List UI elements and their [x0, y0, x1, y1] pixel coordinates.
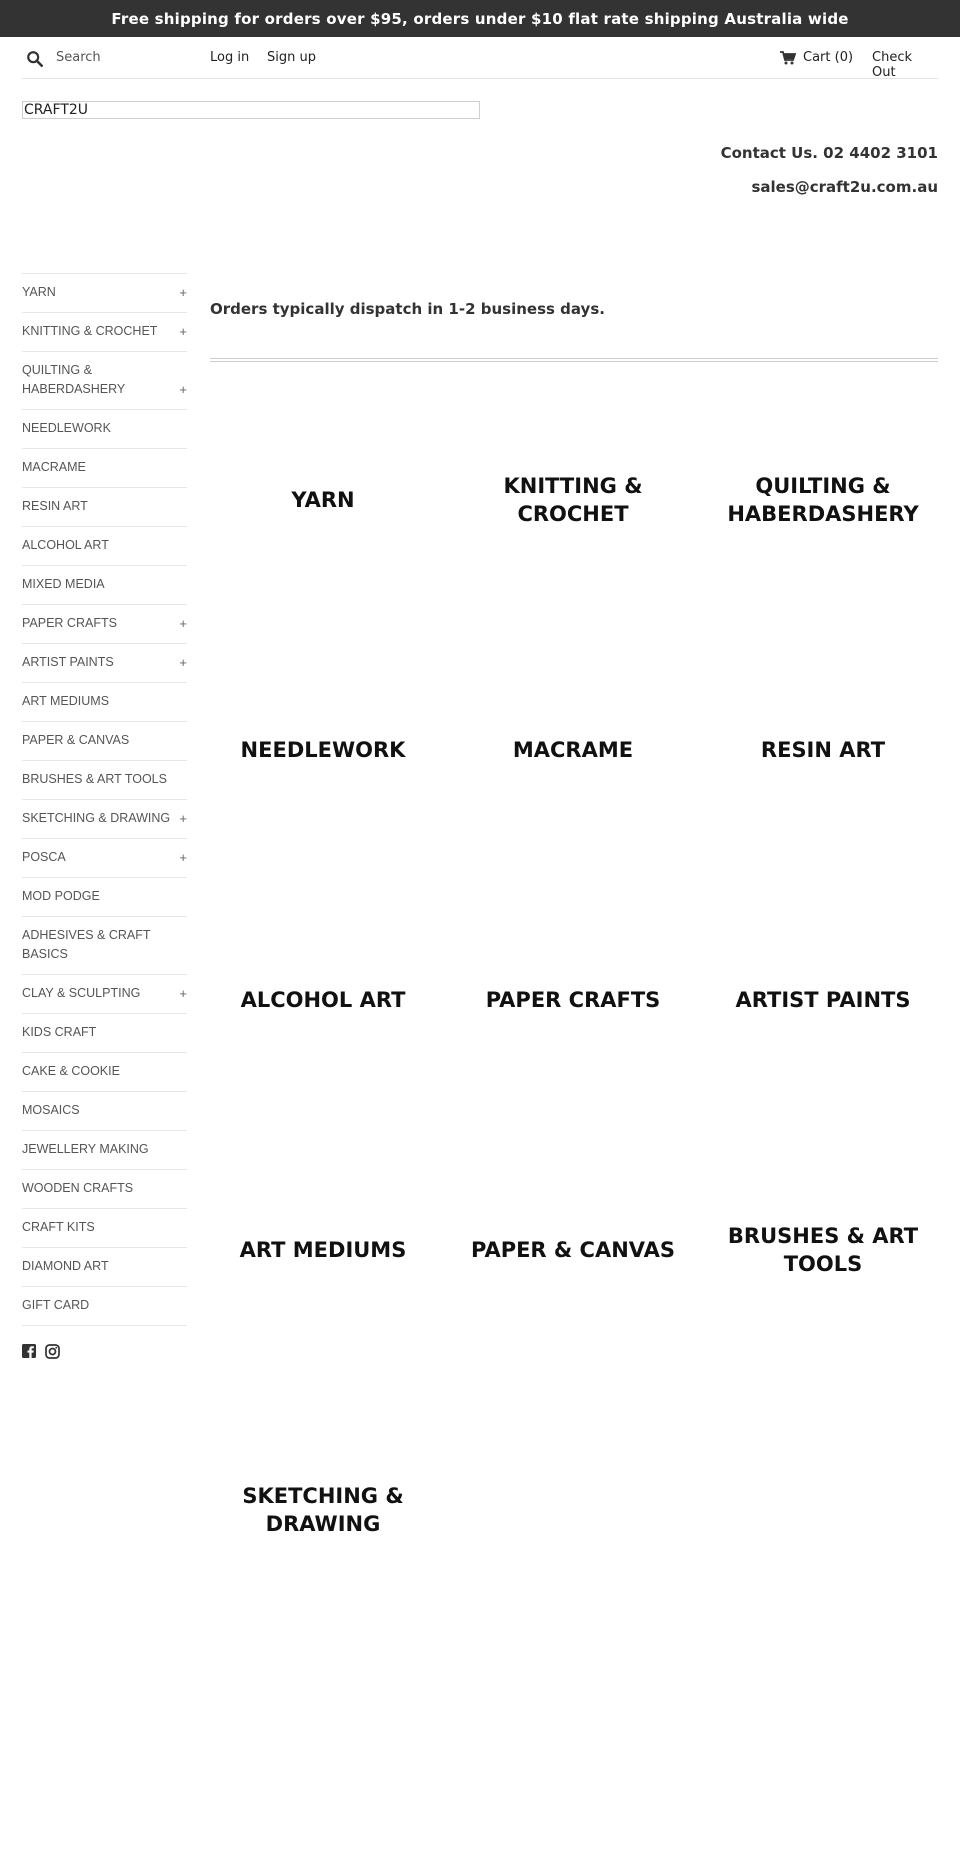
expand-plus-icon[interactable]: +	[179, 616, 187, 631]
divider	[210, 358, 938, 362]
sidebar-item-label: CLAY & SCULPTING	[22, 986, 141, 1000]
sidebar-item-label: MOSAICS	[22, 1103, 80, 1117]
collection-tile[interactable]	[710, 460, 936, 540]
collection-tile[interactable]	[460, 710, 686, 790]
collection-title: PAPER CRAFTS	[485, 988, 661, 1012]
signup-link[interactable]: Sign up	[267, 50, 316, 65]
sidebar-item-label: NEEDLEWORK	[22, 421, 111, 435]
collection-title: NEEDLEWORK	[240, 738, 406, 762]
sidebar-item-label: KIDS CRAFT	[22, 1025, 97, 1039]
sidebar-item[interactable]	[22, 643, 187, 682]
sidebar-item-label: QUILTING & HABERDASHERY	[22, 363, 126, 396]
login-link[interactable]: Log in	[210, 50, 250, 65]
sidebar-item-label: SKETCHING & DRAWING	[22, 811, 171, 825]
collection-title: PAPER & CANVAS	[470, 1238, 675, 1262]
contact-phone: Contact Us. 02 4402 3101	[720, 144, 938, 162]
sidebar-item[interactable]	[22, 682, 187, 721]
sidebar-item[interactable]	[22, 448, 187, 487]
sidebar-item-label: POSCA	[22, 850, 66, 864]
sidebar-item[interactable]	[22, 721, 187, 760]
sidebar-item[interactable]	[22, 1286, 187, 1325]
sidebar-item[interactable]	[22, 604, 187, 643]
announcement-bar	[0, 0, 960, 37]
facebook-icon[interactable]	[22, 1344, 36, 1358]
collection-tile[interactable]	[710, 710, 936, 790]
logo-text: CRAFT2U	[24, 102, 89, 118]
sidebar-item[interactable]	[22, 273, 187, 312]
search-input[interactable]	[56, 46, 206, 68]
sidebar-item[interactable]	[22, 838, 187, 877]
collection-tile[interactable]	[210, 1210, 436, 1290]
sidebar-item-label: ARTIST PAINTS	[22, 655, 114, 669]
expand-plus-icon[interactable]: +	[179, 986, 187, 1001]
collection-tile[interactable]	[460, 460, 686, 540]
collection-tile[interactable]	[460, 960, 686, 1040]
social-links	[22, 1344, 187, 1360]
sidebar-item-label: ART MEDIUMS	[22, 694, 110, 708]
sidebar-item-label: MIXED MEDIA	[22, 577, 105, 591]
collection-title: MACRAME	[512, 738, 634, 762]
instagram-icon[interactable]	[45, 1344, 60, 1359]
sidebar-item[interactable]	[22, 409, 187, 448]
search-icon[interactable]	[26, 50, 44, 68]
collection-tile[interactable]	[460, 1210, 686, 1290]
collection-title: RESIN ART	[760, 738, 886, 762]
sidebar-item[interactable]	[22, 1208, 187, 1247]
collection-title: QUILTING & HABERDASHERY	[727, 474, 919, 526]
sidebar-item-label: MOD PODGE	[22, 889, 100, 903]
collection-title: ARTIST PAINTS	[735, 988, 911, 1012]
sidebar-item-label: BRUSHES & ART TOOLS	[22, 772, 167, 786]
expand-plus-icon[interactable]: +	[179, 382, 187, 397]
sidebar-item[interactable]	[22, 1247, 187, 1286]
sidebar-item[interactable]	[22, 1130, 187, 1169]
sidebar-item[interactable]	[22, 877, 187, 916]
sidebar-item[interactable]	[22, 312, 187, 351]
sidebar-item[interactable]	[22, 565, 187, 604]
sidebar-item-label: ADHESIVES & CRAFT BASICS	[22, 928, 151, 961]
sidebar-item-label: ALCOHOL ART	[22, 538, 109, 552]
collection-tile[interactable]	[210, 1470, 436, 1550]
expand-plus-icon[interactable]: +	[179, 811, 187, 826]
collection-tile[interactable]	[210, 960, 436, 1040]
checkout-link[interactable]: Check Out	[872, 50, 912, 80]
contact-email[interactable]: sales@craft2u.com.au	[751, 178, 938, 196]
sidebar-item-label: PAPER & CANVAS	[22, 733, 130, 747]
sidebar-item-label: KNITTING & CROCHET	[22, 324, 158, 338]
cart-link[interactable]: Cart (0)	[803, 50, 854, 65]
sidebar-item[interactable]	[22, 1052, 187, 1091]
expand-plus-icon[interactable]: +	[179, 285, 187, 300]
sidebar-item-label: PAPER CRAFTS	[22, 616, 117, 630]
collection-tile[interactable]	[210, 710, 436, 790]
sidebar-item-label: GIFT CARD	[22, 1298, 90, 1312]
sidebar-item-label: CRAFT KITS	[22, 1220, 95, 1234]
sidebar-item-label: RESIN ART	[22, 499, 88, 513]
collection-title: ALCOHOL ART	[240, 988, 406, 1012]
sidebar-item-label: YARN	[22, 285, 56, 299]
sidebar-item-label: MACRAME	[22, 460, 86, 474]
sidebar-item-label: WOODEN CRAFTS	[22, 1181, 134, 1195]
sidebar-item-label: JEWELLERY MAKING	[22, 1142, 149, 1156]
sidebar-item[interactable]	[22, 760, 187, 799]
sidebar-end-divider	[22, 1325, 187, 1326]
collection-title: KNITTING & CROCHET	[503, 474, 643, 526]
collection-tile[interactable]	[210, 460, 436, 540]
sidebar-nav	[22, 273, 187, 1360]
sidebar-item[interactable]	[22, 526, 187, 565]
collection-tile[interactable]	[710, 1210, 936, 1290]
announcement-text: Free shipping for orders over $95, orders under $10 flat rate shipping Australia wide	[111, 9, 849, 28]
site-logo[interactable]	[22, 101, 480, 119]
cart-icon[interactable]	[780, 51, 796, 65]
sidebar-item-label: CAKE & COOKIE	[22, 1064, 120, 1078]
sidebar-item[interactable]	[22, 351, 187, 409]
expand-plus-icon[interactable]: +	[179, 850, 187, 865]
sidebar-item[interactable]	[22, 1091, 187, 1130]
collection-title: BRUSHES & ART TOOLS	[727, 1224, 919, 1276]
collection-title: YARN	[291, 488, 355, 512]
sidebar-item[interactable]	[22, 1013, 187, 1052]
collection-tile[interactable]	[710, 960, 936, 1040]
collection-title: SKETCHING & DRAWING	[242, 1484, 404, 1536]
dispatch-note: Orders typically dispatch in 1-2 business days.	[210, 300, 605, 318]
sidebar-item[interactable]	[22, 1169, 187, 1208]
sidebar-item[interactable]	[22, 799, 187, 838]
collection-title: ART MEDIUMS	[239, 1238, 407, 1262]
sidebar-item-label: DIAMOND ART	[22, 1259, 109, 1273]
expand-plus-icon[interactable]: +	[179, 324, 187, 339]
sidebar-item[interactable]	[22, 487, 187, 526]
top-bar	[22, 37, 938, 79]
expand-plus-icon[interactable]: +	[179, 655, 187, 670]
sidebar-item[interactable]	[22, 916, 187, 974]
sidebar-item[interactable]	[22, 974, 187, 1013]
